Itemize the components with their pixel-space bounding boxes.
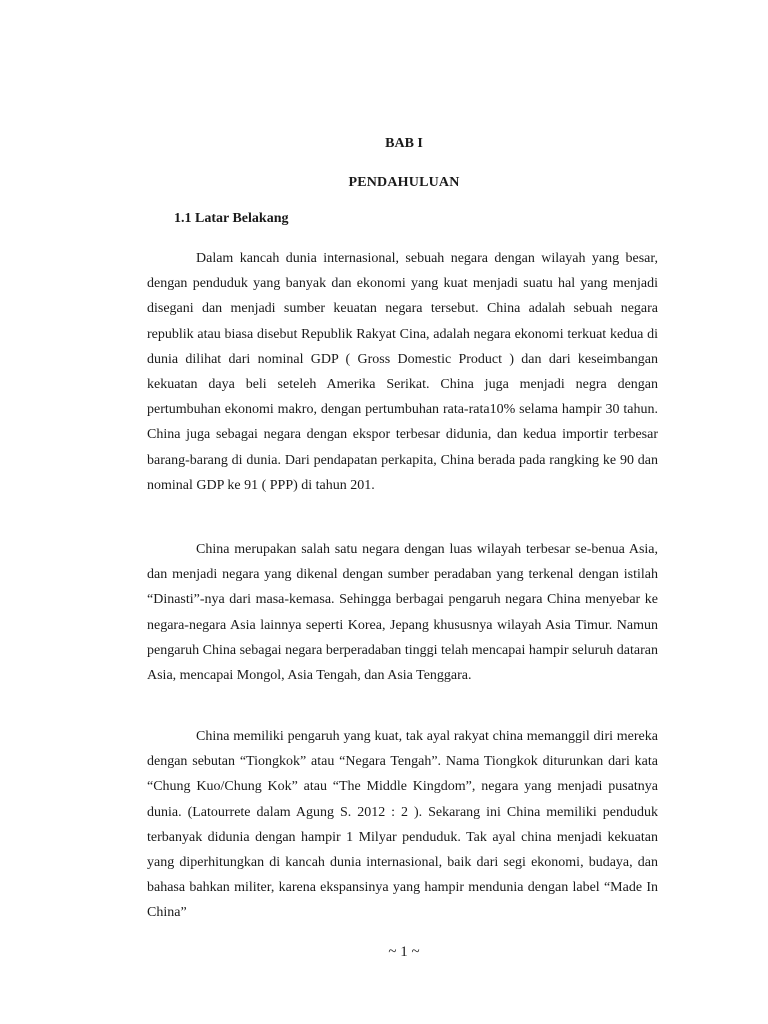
paragraph-3: China memiliki pengaruh yang kuat, tak ayal rakyat china memanggil diri mereka dengan sebutan “Tiongkok” atau “Negara Tengah”. Nama Tiongkok diturunkan dari kata “Chung Kuo/Chung Kok” atau “The Middle Kingdom”, negara yang menjadi pusatnya dunia. (Latourrete dalam Agung S. 2012 : 2 ). Sekarang ini China memiliki penduduk terbanyak didunia dengan hampir 1 Milyar penduduk. Tak ayal china menjadi kekuatan yang diperhitungkan di kancah dunia internasional, baik dari segi ekonomi, budaya, dan bahasa bahkan militer, karena ekspansinya yang hampir mendunia dengan label “Made In China” — [147, 729, 658, 921]
paragraph-2: China merupakan salah satu negara dengan luas wilayah terbesar se-benua Asia, dan menjadi negara yang dikenal dengan sumber peradaban yang terkenal dengan istilah “Dinasti”-nya dari masa-kemasa. Sehingga berbagai pengaruh negara China menyebar ke negara-negara Asia lainnya seperti Korea, Jepang khususnya wilayah Asia Timur. Namun pengaruh China sebagai negara berperadaban tinggi telah mencapai hampir seluruh dataran Asia, mencapai Mongol, Asia Tengah, dan Asia Tenggara. — [147, 542, 658, 684]
chapter-label: BAB I — [385, 136, 423, 151]
paragraph-1: Dalam kancah dunia internasional, sebuah negara dengan wilayah yang besar, dengan penduduk yang banyak dan ekonomi yang kuat menjadi suatu hal yang menjadi disegani dan menjadi sumber keuatan negara tersebut. China adalah sebuah negara republik atau biasa disebut Republik Rakyat Cina, adalah negara ekonomi terkuat kedua di dunia dilihat dari nominal GDP ( Gross Domestic Product ) dan dari keseimbangan kekuatan daya beli seteleh Amerika Serikat. China juga menjadi negra dengan pertumbuhan ekonomi makro, dengan pertumbuhan rata-rata10% selama hampir 30 tahun. China juga sebagai negara dengan ekspor terbesar didunia, dan kedua importir terbesar barang-barang di dunia. Dari pendapatan perkapita, China berada pada rangking ke 90 dan nominal GDP ke 91 ( PPP) di tahun 201. — [147, 251, 658, 493]
section-heading: 1.1 Latar Belakang — [174, 211, 289, 226]
chapter-title: PENDAHULUAN — [348, 175, 460, 190]
page-number: ~ 1 ~ — [388, 944, 420, 960]
